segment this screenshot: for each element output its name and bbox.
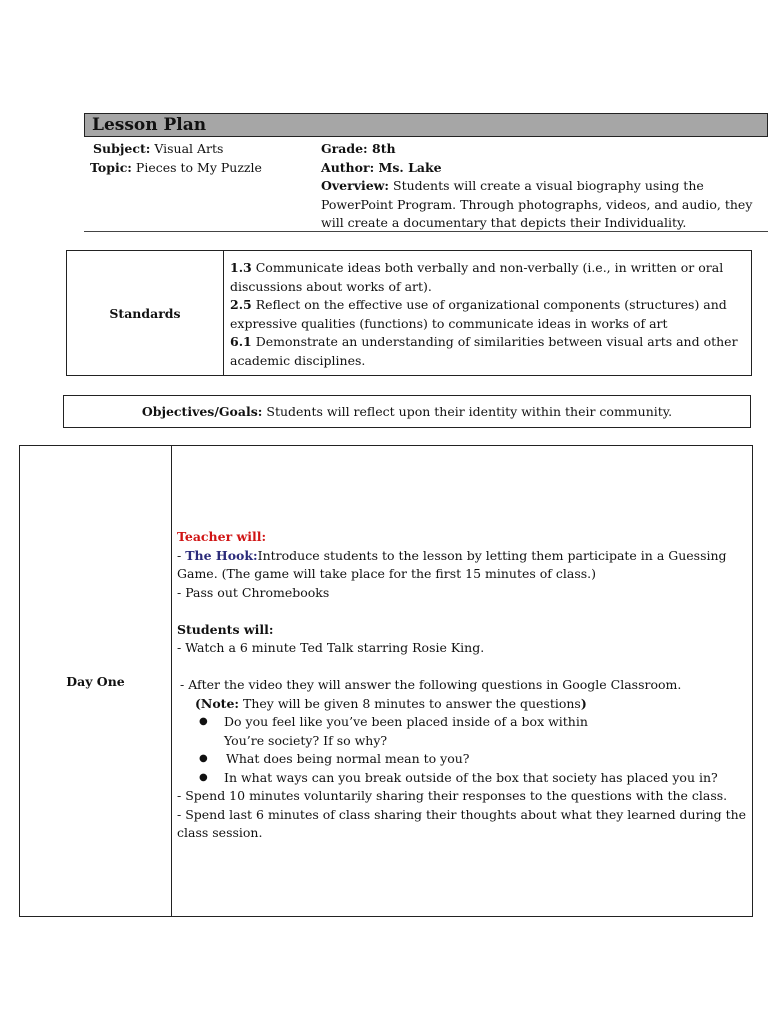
header-right: [321, 140, 752, 233]
standard-item: [230, 296, 741, 315]
bullet-icon: ●: [199, 753, 208, 764]
topic-value: Pieces to My Puzzle: [135, 159, 262, 175]
header-left: [90, 140, 262, 177]
overview-line-1: [321, 177, 752, 196]
pass-out-item: - Pass out Chromebooks: [177, 584, 330, 600]
question-text-cont: You’re society? If so why?: [224, 732, 388, 748]
bullet-icon: ●: [199, 716, 208, 727]
subject-value: Visual Arts: [154, 141, 224, 156]
question-bullet: [177, 750, 752, 769]
spend-last-item: - Spend last 6 minutes of class sharing their thoughts about what they learned during the class session.: [177, 806, 747, 840]
question-text: Do you feel like you’ve been placed inside of a box within: [224, 714, 588, 729]
question-text: What does being normal mean to you?: [226, 751, 470, 766]
overview-label: Overview:: [321, 178, 390, 193]
hook-text: Introduce students to the lesson by letting them participate in a Guessing Game. (The game will take place for the first 15 minutes of class.): [177, 547, 727, 581]
note-close: ): [580, 695, 587, 711]
question-text: In what ways can you break outside of the box that society has placed you in?: [224, 769, 718, 785]
objectives-box: [63, 395, 751, 428]
standard-code: 1.3: [230, 260, 252, 275]
standards-label: Standards: [67, 251, 224, 375]
standards-list: [230, 259, 741, 370]
standards-table: [66, 250, 752, 376]
standard-text: Communicate ideas both verbally and non-verbally (i.e., in written or oral: [255, 260, 724, 275]
standard-text: Demonstrate an understanding of similarities between visual arts and other: [255, 334, 738, 349]
objectives-text: Students will reflect upon their identity within their community.: [266, 404, 673, 419]
note-open: (: [195, 695, 201, 711]
day-one-table: [19, 445, 753, 917]
standard-text-cont: academic disciplines.: [230, 352, 366, 368]
spacer: [177, 602, 752, 621]
spend-10-item: - Spend 10 minutes voluntarily sharing their responses to the questions with the class.: [177, 788, 728, 803]
standard-code: 2.5: [230, 297, 252, 312]
standard-text: Reflect on the effective use of organizational components (structures) and: [255, 297, 727, 312]
topic-line: [90, 159, 262, 178]
subject-label: Subject:: [93, 141, 151, 156]
overview-line-2: PowerPoint Program. Through photographs, videos, and audio, they: [321, 196, 753, 212]
teacher-heading: Teacher will:: [177, 529, 267, 544]
standard-code: 6.1: [230, 334, 252, 349]
header-divider: [84, 231, 768, 232]
subject-line: [93, 140, 262, 159]
hook-prefix: -: [177, 547, 186, 563]
day-one-content: [177, 528, 752, 843]
grade: Grade: 8th: [321, 141, 396, 156]
students-heading: Students will:: [177, 621, 274, 637]
spacer: [177, 658, 752, 677]
note-text: They will be given 8 minutes to answer the questions: [243, 695, 581, 711]
question-bullet: [177, 713, 752, 732]
question-bullet: [177, 769, 752, 788]
bullet-icon: ●: [199, 771, 208, 783]
objectives-label: Objectives/Goals:: [141, 404, 263, 419]
standard-text-cont: expressive qualities (functions) to communicate ideas in works of art: [230, 315, 668, 331]
standard-text-cont: discussions about works of art).: [230, 278, 432, 294]
note-label: Note:: [200, 695, 240, 711]
lesson-plan-title: Lesson Plan: [84, 113, 768, 137]
watch-item: - Watch a 6 minute Ted Talk starring Rosie King.: [177, 640, 485, 655]
note-item: [177, 695, 752, 714]
hook-item: [177, 547, 752, 584]
standard-item: [230, 259, 741, 278]
author: Author: Ms. Lake: [321, 159, 442, 175]
after-video-item: - After the video they will answer the following questions in Google Classroom.: [180, 677, 682, 692]
standard-item: [230, 333, 741, 352]
overview-line-3: will create a documentary that depicts their Individuality.: [321, 215, 687, 230]
day-one-label: Day One: [20, 446, 172, 916]
question-bullet-cont: [177, 732, 752, 751]
overview-text-1: Students will create a visual biography using the: [393, 178, 704, 193]
hook-label: The Hook:: [185, 547, 258, 563]
topic-label: Topic:: [90, 159, 132, 175]
